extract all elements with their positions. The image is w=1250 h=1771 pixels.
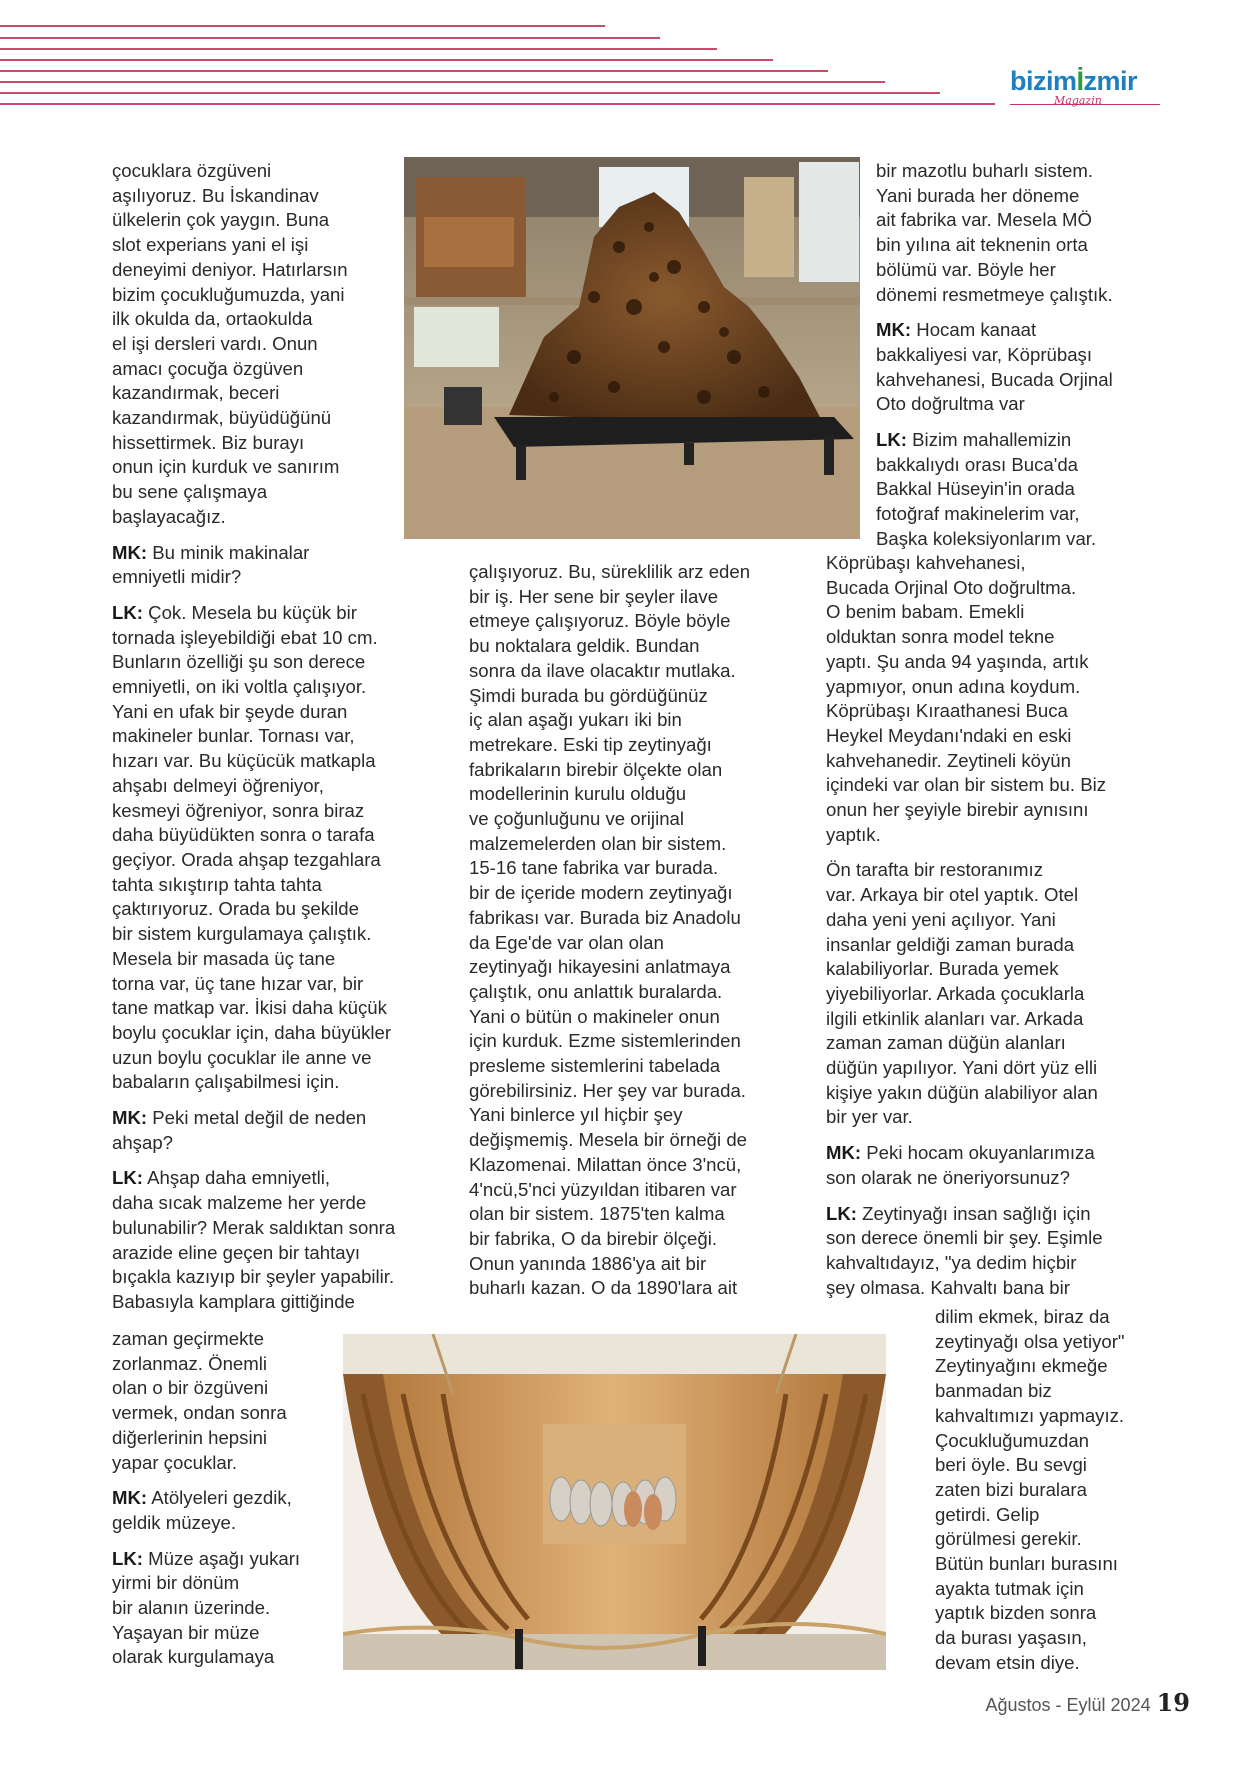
page-footer <box>986 1688 1191 1717</box>
paragraph: LK: Zeytinyağı insan sağlığı için son derece önemli bir şey. Eşimle kahvaltıdayız, "ya dedim hiçbir şey olmasa. Kahvaltı bana bir <box>826 1202 1103 1298</box>
paragraph: LK: Ahşap daha emniyetli, daha sıcak malzeme her yerde bulunabilir? Merak saldıktan sonra arazide eline geçen bir tahtayı bıçakla kazıyıp bir şeyler yapabilir. Babasıyla kamplara gittiğinde <box>112 1167 396 1312</box>
paragraph: MK: Peki metal değil de neden ahşap? <box>112 1107 367 1153</box>
header-stripe <box>0 103 995 105</box>
palm-icon: İ <box>1076 66 1084 96</box>
paragraph: LK: Bizim mahallemizin bakkalıydı orası Buca'da Bakkal Hüseyin'in orada fotoğraf makinelerim var, Başka koleksiyonlarım var. <box>876 429 1097 549</box>
paragraph: MK: Peki hocam okuyanlarımıza son olarak ne öneriyorsunuz? <box>826 1142 1095 1188</box>
header-stripe <box>0 70 828 72</box>
header-stripe <box>0 25 605 27</box>
paragraph: MK: Hocam kanaat bakkaliyesi var, Köprübaşı kahvehanesi, Bucada Orjinal Oto doğrultma var <box>876 319 1113 415</box>
logo-wordmark: bizimİzmir <box>1010 66 1138 96</box>
article-column-2 <box>469 560 799 1312</box>
paragraph: Ön tarafta bir restoranımız var. Arkaya bir otel yaptık. Otel daha yeni yeni açılıyor. Yani insanlar geldiği zaman burada kalabiliyorlar. Burada yemek yiyebiliyorlar. Arkada çocuklarla ilgili etkinlik alanları var. Arkada zaman zaman düğün alanları düğün yapılıyor. Yani dört yüz elli kişiye yakın düğün alabiliyor alan bir yer var. <box>826 859 1098 1128</box>
museum-ship-hull-photo <box>343 1334 886 1670</box>
paragraph: dilim ekmek, biraz da zeytinyağı olsa yetiyor" Zeytinyağını ekmeğe banmadan biz kahvaltımızı yapmayız. Çocukluğumuzdan beri öyle. Bu sevgi zaten bizi buralara getirdi. Gelip görülmesi gerekir. Bütün bunları burasını ayakta tutmak için yaptık bizden sonra da burası yaşasın, devam etsin diye. <box>935 1306 1125 1673</box>
article-column-1 <box>112 159 402 1326</box>
paragraph: LK: Müze aşağı yukarı yirmi bir dönüm bir alanın üzerinde. Yaşayan bir müze olarak kurgulamaya <box>112 1547 301 1668</box>
issue-date: Ağustos - Eylül 2024 <box>985 1695 1151 1715</box>
ship-hull-illustration <box>343 1334 886 1670</box>
paragraph: zaman geçirmekte zorlanmaz. Önemli olan o bir özgüveni vermek, ondan sonra diğerlerinin hepsini yapar çocuklar. <box>112 1328 287 1473</box>
museum-rock-exhibit-photo <box>404 157 860 539</box>
paragraph: bir mazotlu buharlı sistem. Yani burada her döneme ait fabrika var. Mesela MÖ bin yılına ait teknenin orta bölümü var. Böyle her dönemi resmetmeye çalıştık. <box>876 160 1113 305</box>
article-column-1-continued <box>112 1327 340 1681</box>
article-column-3-end <box>935 1305 1175 1687</box>
paragraph: MK: Bu minik makinalar emniyetli midir? <box>112 541 310 588</box>
header-stripe <box>0 81 885 83</box>
header-stripe <box>0 48 717 50</box>
page-number: 19 <box>1156 1688 1190 1717</box>
article-column-3-continued <box>826 551 1171 1311</box>
paragraph: çalışıyoruz. Bu, süreklilik arz eden bir iş. Her sene bir şeyler ilave etmeye çalışıyoruz. Böyle böyle bu noktalara geldik. Bundan sonra da ilave olacaktır mutlaka. Şimdi burada bu gördüğünüz iç alan aşağı yukarı iki bin metrekare. Eski tip zeytinyağı fabrikaların birebir ölçekte olan modellerinin kurulu olduğu ve çoğunluğunu ve orijinal malzemelerden olan bir sistem. 15-16 tane fabrika var burada. bir de içeride modern zeytinyağı fabrikası var. Burada biz Anadolu da Ege'de var olan olan zeytinyağı hikayesini anlatmaya çalıştık, onu anlattık buralarda. Yani o bütün o makineler onun için kurduk. Ezme sistemlerinden presleme sistemlerini tabelada görebilirsiniz. Her şey var burada. Yani binlerce yıl hiçbir şey değişmemiş. Mesela bir örneği de Klazomenai. Milattan önce 3'ncü, 4'ncü,5'nci yüzyıldan itibaren var olan bir sistem. 1875'ten kalma bir fabrika, O da birebir ölçeği. Onun yanında 1886'ya ait bir buharlı kazan. O da 1890'lara ait <box>469 561 751 1299</box>
logo-subtitle: Magazin <box>1054 94 1102 107</box>
paragraph: MK: Atölyeleri gezdik, geldik müzeye. <box>112 1487 292 1533</box>
paragraph: çocuklara özgüveni aşılıyoruz. Bu İskandinav ülkelerin çok yaygın. Buna slot experians yani el işi deneyimi deniyor. Hatırlarsın bizim çocukluğumuzda, yani ilk okulda da, ortaokulda el işi dersleri vardı. Onun amacı çocuğa özgüven kazandırmak, beceri kazandırmak, büyüdüğünü hissettirmek. Biz burayı onun için kurduk ve sanırım bu sene çalışmaya başlayacağız. <box>112 160 348 527</box>
paragraph: Köprübaşı kahvehanesi, Bucada Orjinal Oto doğrultma. O benim babam. Emekli olduktan sonra model tekne yaptı. Şu anda 94 yaşında, artık yapmıyor, onun adına koydum. Köprübaşı Kıraathanesi Buca Heykel Meydanı'ndaki en eski kahvehanedir. Zeytineli köyün içindeki var olan bir sistem bu. Biz onun her şeyiyle birebir aynısını yaptık. <box>826 552 1107 845</box>
magazine-logo <box>1010 64 1170 114</box>
header-stripe <box>0 37 660 39</box>
header-stripe <box>0 59 773 61</box>
rock-exhibit-illustration <box>404 157 860 539</box>
header-stripe <box>0 92 940 94</box>
paragraph: LK: Çok. Mesela bu küçük bir tornada işleyebildiği ebat 10 cm. Bunların özelliği şu son derece emniyetli, on iki voltla çalışıyor. Yani en ufak bir şeyde duran makineler bunlar. Tornası var, hızarı var. Bu küçücük matkapla ahşabı delmeyi öğreniyor, kesmeyi öğreniyor, sonra biraz daha büyüdükten sonra o tarafa geçiyor. Orada ahşap tezgahlara tahta sıkıştırıp tahta tahta çaktırıyoruz. Orada bu şekilde bir sistem kurgulamaya çalıştık. Mesela bir masada üç tane torna var, üç tane hızar var, bir tane matkap var. İkisi daha küçük boylu çocuklar için, daha büyükler uzun boylu çocuklar ile anne ve babaların çalışabilmesi için. <box>112 601 392 1093</box>
article-column-3 <box>876 159 1176 563</box>
